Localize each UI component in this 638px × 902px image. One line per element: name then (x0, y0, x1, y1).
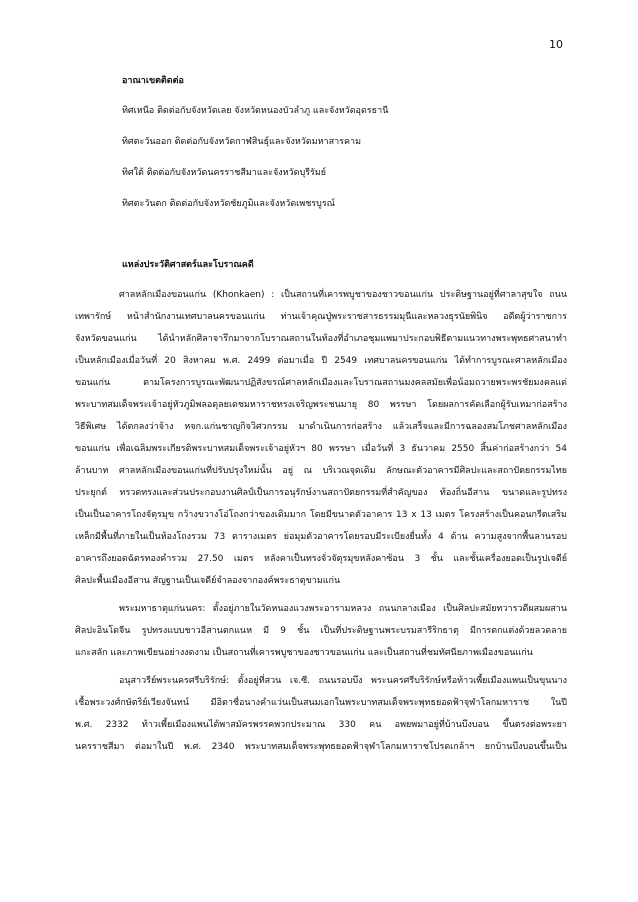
paragraph-line: ศิลปะพื้นเมืองอีสาน สัญฐานเป็นเจดีย์จำลองจากองค์พระธาตุขามแก่น (75, 576, 341, 586)
border-east: ทิศตะวันออก ติดต่อกับจังหวัดกาฬสินธุ์และจังหวัดมหาสารคาม (122, 137, 362, 147)
border-south: ทิศใต้ ติดต่อกับจังหวัดนครราชสีมาและจังหวัดบุรีรัมย์ (122, 168, 327, 178)
paragraph-maha-that (75, 598, 567, 664)
border-north: ทิศเหนือ ติดต่อกับจังหวัดเลย จังหวัดหนองบัวลำภู และจังหวัดอุดรธานี (122, 106, 389, 116)
paragraph-line: วิธีพิเศษ ได้ตกลงว่าจ้าง หจก.แก่นชาญกิจวิศวกรรม มาดำเนินการก่อสร้าง แล้วเสร็จและมีการฉลองสมโภชศาลหลักเมือง (75, 422, 567, 432)
paragraph-line: อนุสาวรีย์พระนครศรีบริรักษ์: ตั้งอยู่ที่สวน เจ.ซี. ถนนรอบบึง พระนครศรีบริรักษ์หรือท้าวเพี้ยเมืองแพนเป็นขุนนาง (119, 676, 567, 686)
paragraph-line: เป็นเป็นอาคารโถงจัตุรมุข กว้างขวางโอ่โถงกว่าของเดิมมาก โดยมีขนาดตัวอาคาร 13 x 13 เมตร โครงสร้างเป็นคอนกรีตเสริม (75, 510, 567, 520)
paragraph-line: เทพารักษ์ หน้าสำนักงานเทศบาลนครขอนแก่น ท่านเจ้าคุณปู่พระราชสารธรรมมุนีและหลวงธุรนัยพินิจ อดีตผู้ว่าราชการ (75, 312, 567, 322)
paragraph-line: ขอนแก่น เพื่อเฉลิมพระเกียรติพระบาทสมเด็จพระเจ้าอยู่หัวฯ 80 พรรษา เมื่อวันที่ 3 ธันวาคม 2550 สิ้นค่าก่อสร้างกว่า 54 (75, 444, 567, 454)
paragraph-line: ล้านบาท ศาลหลักเมืองขอนแก่นที่ปรับปรุงใหม่นั้น อยู่ ณ บริเวณจุดเดิม ลักษณะตัวอาคารมีศิลปะและสถาปัตยกรรมไทย (75, 466, 567, 476)
paragraph-line: ขอนแก่น ตามโครงการบูรณะพัฒนาปฏิสังขรณ์ศาลหลักเมืองและโบราณสถานมงคลสมัยเพื่อน้อมถวายพระพรชัยมงคลแด่ (75, 378, 567, 388)
paragraph-line: แกะสลัก และภาพเขียนอย่างงดงาม เป็นสถานที่เคารพบูชาของชาวขอนแก่น และเป็นสถานที่ชมทัศนียภาพเมืองขอนแก่น (75, 648, 533, 658)
paragraph-city-pillar (75, 284, 567, 592)
borders-heading: อาณาเขตติดต่อ (122, 76, 184, 86)
paragraph-line: ศาลหลักเมืองขอนแก่น (Khonkaen) : เป็นสถานที่เคารพบูชาของชาวขอนแก่น ประดิษฐานอยู่ที่ศาลาสุขใจ ถนน (119, 290, 567, 300)
page-content (75, 70, 567, 764)
paragraph-line: เหล็กมีพื้นที่ภายในเป็นห้องโถงรวม 73 ตารางเมตร ย่อมุมตัวอาคารโดยรอบมีระเบียงยื่นทั้ง 4 ด้าน ความสูงจากพื้นลานรอบ (75, 532, 567, 542)
section-spacer (75, 224, 567, 254)
paragraph-line: พระมหาธาตุแก่นนคร: ตั้งอยู่ภายในวัดหนองแวงพระอารามหลวง ถนนกลางเมือง เป็นศิลปะสมัยทวารวดีผสมผสาน (119, 604, 567, 614)
paragraph-line: เป็นหลักเมืองเมื่อวันที่ 20 สิงหาคม พ.ศ. 2499 ต่อมาเมื่อ ปี 2549 เทศบาลนครขอนแก่น ได้ทำการบูรณะศาลหลักเมือง (75, 356, 567, 366)
paragraph-line: จังหวัดขอนแก่น ได้นำหลักศิลาจารึกมาจากโบราณสถานในท้องที่อำเภอชุมแพมาประกอบพิธีตามแนวทางพระพุทธศาสนาทำ (75, 334, 567, 344)
paragraph-monument (75, 670, 567, 758)
paragraph-line: อาคารถึงยอดฉัตรทองคำรวม 27.50 เมตร หลังคาเป็นทรงจั่วจัตุรมุขหลังคาซ้อน 3 ชั้น และชั้นเครื่องยอดเป็นรูปเจดีย์ (75, 554, 567, 564)
paragraph-line: พ.ศ. 2332 ท้าวเพี้ยเมืองแพนได้พาสมัครพรรคพวกประมาณ 330 คน อพยพมาอยู่ที่บ้านบึงบอน ขึ้นตรงต่อพระยา (75, 720, 567, 730)
border-west: ทิศตะวันตก ติดต่อกับจังหวัดชัยภูมิและจังหวัดเพชรบูรณ์ (122, 199, 336, 209)
page-number: 10 (549, 38, 563, 51)
paragraph-line: เชื้อพระวงศ์กษัตริย์เวียงจันทน์ มีอิตาชื่อนางคำแว่นเป็นสนมเอกในพระบาทสมเด็จพระพุทธยอดฟ้าจุฬาโลกมหาราช ในปี (75, 698, 567, 708)
paragraph-line: นครราชสีมา ต่อมาในปี พ.ศ. 2340 พระบาทสมเด็จพระพุทธยอดฟ้าจุฬาโลกมหาราชโปรดเกล้าฯ ยกบ้านบึงบอนขึ้นเป็น (75, 742, 567, 752)
paragraph-line: พระบาทสมเด็จพระเจ้าอยู่หัวภูมิพลอดุลยเดชมหาราชทรงเจริญพระชนมายุ 80 พรรษา โดยผลการคัดเลือกผู้รับเหมาก่อสร้าง (75, 400, 567, 410)
paragraph-line: ประยุกต์ ทรวดทรงและส่วนประกอบงานศิลป์เป็นการอนุรักษ์งานสถาปัตยกรรมที่สำคัญของ ท้องถิ่นอีสาน ขนาดและรูปทรง (75, 488, 567, 498)
heritage-heading: แหล่งประวัติศาสตร์และโบราณคดี (122, 260, 254, 270)
paragraph-line: ศิลปะอินโดจีน รูปทรงแบบชาวอีสานตกแนห มี 9 ชั้น เป็นที่ประดิษฐานพระบรมสารีริกธาตุ มีการตกแต่งด้วยลวดลาย (75, 626, 567, 636)
